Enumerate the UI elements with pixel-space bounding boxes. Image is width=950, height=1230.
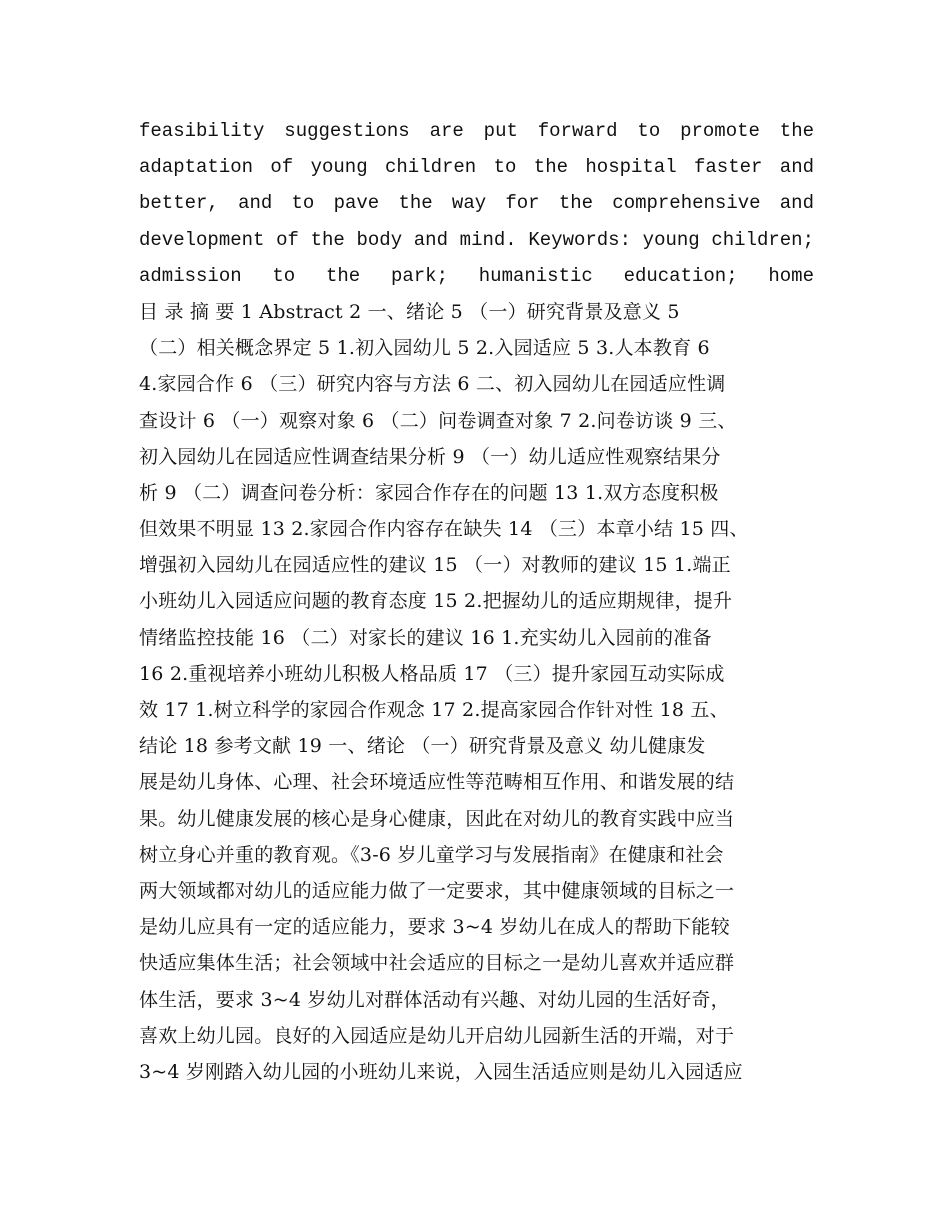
text-line-11: 析 9 （二）调查问卷分析：家园合作存在的问题 13 1.双方态度积极: [139, 481, 719, 504]
text-line-10: 初入园幼儿在园适应性调查结果分析 9 （一）幼儿适应性观察结果分: [139, 445, 721, 468]
text-line-2: adaptation of young children to the hospital faster and: [139, 156, 814, 179]
text-line-19: 展是幼儿身体、心理、社会环境适应性等范畴相互作用、和谐发展的结: [139, 771, 735, 794]
text-line-4: development of the body and mind. Keywords: young children;: [139, 228, 814, 251]
text-line-12: 但效果不明显 13 2.家园合作内容存在缺失 14 （三）本章小结 15 四、: [139, 518, 749, 541]
text-line-23: 是幼儿应具有一定的适应能力，要求 3~4 岁幼儿在成人的帮助下能较: [139, 916, 730, 939]
text-line-26: 喜欢上幼儿园。良好的入园适应是幼儿开启幼儿园新生活的开端，对于: [139, 1024, 735, 1047]
text-line-5: admission to the park; humanistic education; home: [139, 264, 814, 287]
text-line-22: 两大领域都对幼儿的适应能力做了一定要求，其中健康领域的目标之一: [139, 879, 735, 902]
text-line-15: 情绪监控技能 16 （二）对家长的建议 16 1.充实幼儿入园前的准备: [139, 626, 712, 649]
body-text: [139, 113, 814, 1090]
text-line-18: 结论 18 参考文献 19 一、绪论 （一）研究背景及意义 幼儿健康发: [139, 735, 706, 758]
text-line-27: 3~4 岁刚踏入幼儿园的小班幼儿来说，入园生活适应则是幼儿入园适应: [139, 1060, 743, 1083]
text-line-13: 增强初入园幼儿在园适应性的建议 15 （一）对教师的建议 15 1.端正: [139, 554, 731, 577]
text-line-1: feasibility suggestions are put forward to promote the: [139, 120, 814, 142]
text-line-6: 目 录 摘 要 1 Abstract 2 一、绪论 5 （一）研究背景及意义 5: [139, 300, 680, 323]
text-line-17: 效 17 1.树立科学的家园合作观念 17 2.提高家园合作针对性 18 五、: [139, 699, 729, 721]
text-line-20: 果。幼儿健康发展的核心是身心健康，因此在对幼儿的教育实践中应当: [139, 807, 735, 830]
text-line-7: （二）相关概念界定 5 1.初入园幼儿 5 2.入园适应 5 3.人本教育 6: [139, 337, 710, 360]
text-line-9: 查设计 6 （一）观察对象 6 （二）问卷调查对象 7 2.问卷访谈 9 三、: [139, 409, 737, 432]
text-line-14: 小班幼儿入园适应问题的教育态度 15 2.把握幼儿的适应期规律，提升: [139, 590, 733, 613]
text-line-24: 快适应集体生活；社会领域中社会适应的目标之一是幼儿喜欢并适应群: [139, 952, 735, 975]
text-line-3: better, and to pave the way for the comprehensive and: [139, 192, 814, 215]
text-line-8: 4.家园合作 6 （三）研究内容与方法 6 二、初入园幼儿在园适应性调: [139, 373, 726, 396]
text-line-16: 16 2.重视培养小班幼儿积极人格品质 17 （三）提升家园互动实际成: [139, 662, 725, 685]
text-line-21: 树立身心并重的教育观。《3-6 岁儿童学习与发展指南》在健康和社会: [139, 843, 724, 866]
text-line-25: 体生活，要求 3~4 岁幼儿对群体活动有兴趣、对幼儿园的生活好奇，: [139, 988, 730, 1011]
